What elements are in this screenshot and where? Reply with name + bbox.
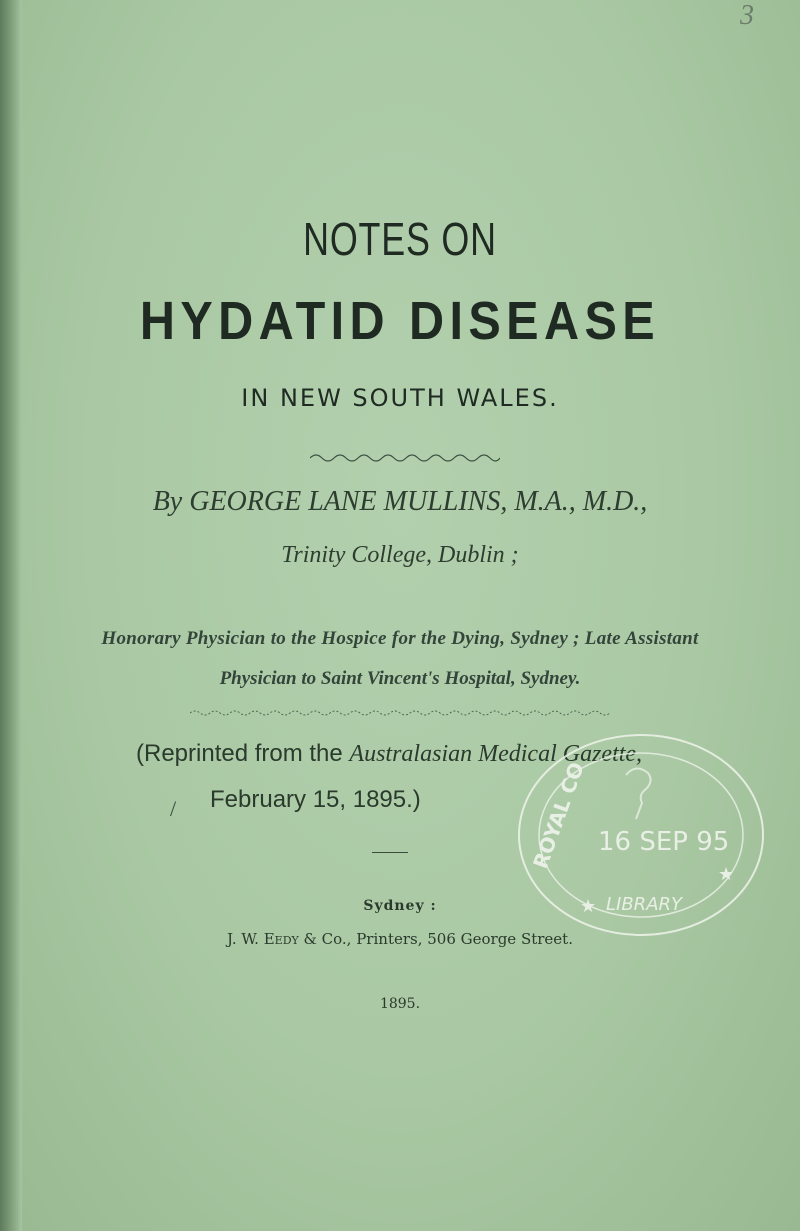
stamp-date: 16 SEP 95	[598, 827, 730, 857]
dotted-rule-ornament	[190, 708, 610, 718]
printer-address: & Co., Printers, 506 George Street.	[298, 930, 573, 948]
stamp-star-right: ★	[718, 864, 735, 884]
pencil-mark: 3	[740, 0, 754, 31]
author-byline: By GEORGE LANE MULLINS, M.A., M.D.,	[152, 486, 648, 517]
reprint-prefix: (Reprinted from the	[136, 740, 350, 767]
title-line-3: IN NEW SOUTH WALES.	[241, 384, 559, 412]
imprint-year: 1895.	[379, 996, 421, 1012]
short-rule	[372, 852, 408, 853]
imprint-city: Sydney :	[363, 898, 437, 914]
wavy-rule-ornament	[310, 452, 500, 462]
stamp-crest	[626, 768, 651, 819]
author-college: Trinity College, Dublin ;	[281, 542, 519, 568]
stamp-bottom-text: LIBRARY	[606, 894, 683, 915]
author-position-line-1: Honorary Physician to the Hospice for the Dying, Sydney ; Late Assistant	[101, 628, 699, 649]
stamp-star-left: ★	[580, 896, 597, 916]
printer-name: J. W. Eedy	[227, 930, 299, 948]
pencil-tick: /	[170, 796, 177, 821]
author-position-line-2: Physician to Saint Vincent's Hospital, Sydney.	[219, 668, 581, 689]
journal-name: Australasian Medical Gazette,	[349, 741, 643, 767]
binding-edge	[0, 0, 22, 1231]
library-stamp	[506, 720, 776, 950]
title-line-1: NOTES ON	[303, 213, 497, 265]
stamp-ring-text: ROYAL CO	[528, 759, 589, 872]
reprint-date: February 15, 1895.)	[210, 786, 421, 813]
title-line-2: HYDATID DISEASE	[139, 291, 661, 351]
